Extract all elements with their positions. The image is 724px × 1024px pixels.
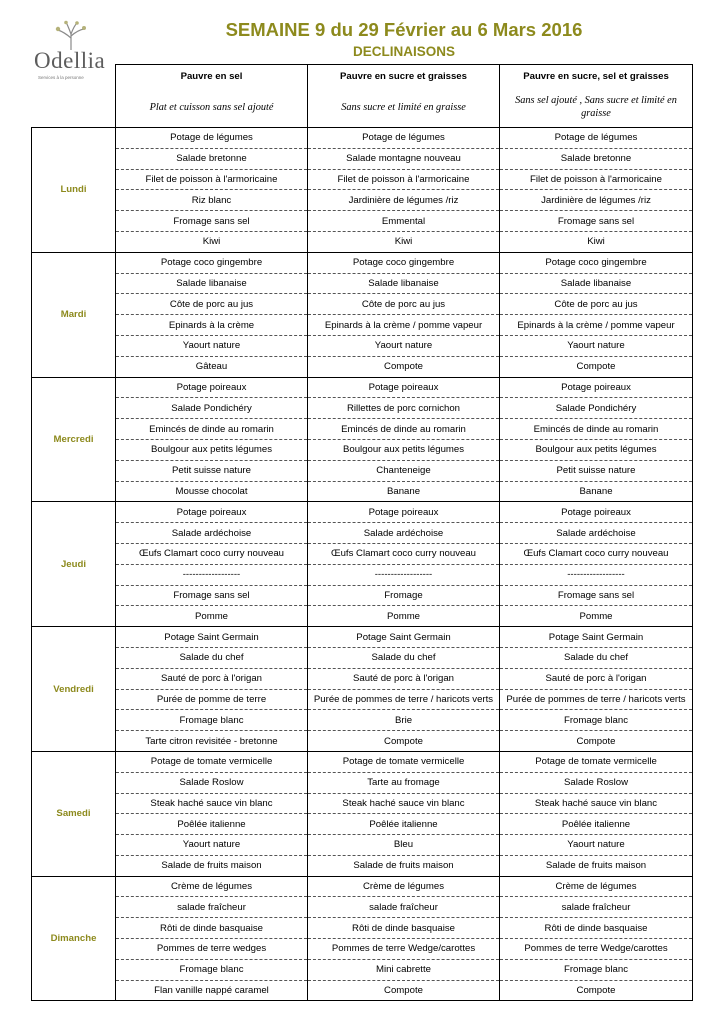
dish-row — [32, 148, 693, 169]
dish-row — [32, 377, 693, 398]
day-label: Mercredi — [32, 377, 116, 502]
dish-cell: Salade ardéchoise — [500, 523, 693, 544]
dish-row — [32, 689, 693, 710]
dish-cell: Potage Saint Germain — [500, 627, 693, 648]
dish-cell: Boulgour aux petits légumes — [308, 439, 500, 460]
dish-cell: Pommes de terre Wedge/carottes — [308, 939, 500, 960]
dish-cell: Filet de poisson à l'armoricaine — [308, 169, 500, 190]
dish-cell: Potage de tomate vermicelle — [500, 751, 693, 772]
dish-cell: Kiwi — [116, 231, 308, 252]
dish-cell: Compote — [308, 980, 500, 1001]
dish-cell: Salade de fruits maison — [116, 855, 308, 876]
dish-cell: ------------------ — [308, 564, 500, 585]
dish-cell: Salade du chef — [116, 647, 308, 668]
dish-cell: Rôti de dinde basquaise — [116, 918, 308, 939]
dish-cell: Salade Pondichéry — [500, 398, 693, 419]
dish-cell: Mini cabrette — [308, 959, 500, 980]
dish-row — [32, 710, 693, 731]
description-row — [32, 87, 693, 128]
dish-cell: Fromage blanc — [116, 710, 308, 731]
dish-row — [32, 335, 693, 356]
dish-cell: Jardinière de légumes /riz — [500, 190, 693, 211]
dish-cell: Sauté de porc à l'origan — [500, 668, 693, 689]
tree-icon — [46, 20, 96, 50]
dish-cell: Banane — [500, 481, 693, 502]
dish-row — [32, 627, 693, 648]
dish-cell: Epinards à la crème — [116, 315, 308, 336]
dish-cell: Yaourt nature — [308, 335, 500, 356]
dish-row — [32, 814, 693, 835]
dish-cell: Tarte au fromage — [308, 772, 500, 793]
dish-cell: Côte de porc au jus — [116, 294, 308, 315]
dish-cell: Yaourt nature — [500, 835, 693, 856]
dish-cell: Poêlée italienne — [116, 814, 308, 835]
dish-cell: Filet de poisson à l'armoricaine — [500, 169, 693, 190]
dish-cell: Chanteneige — [308, 460, 500, 481]
dish-cell: Compote — [500, 980, 693, 1001]
menu-body — [32, 128, 693, 1001]
menu-table — [31, 64, 693, 1001]
column-description: Plat et cuisson sans sel ajouté — [116, 87, 308, 128]
dish-row — [32, 918, 693, 939]
dish-cell: Purée de pommes de terre / haricots verts — [308, 689, 500, 710]
dish-cell: Potage de légumes — [308, 128, 500, 149]
header-row — [32, 65, 693, 88]
dish-cell: Bleu — [308, 835, 500, 856]
dish-cell: Emincés de dinde au romarin — [116, 419, 308, 440]
dish-row — [32, 772, 693, 793]
dish-row — [32, 169, 693, 190]
dish-cell: Fromage blanc — [116, 959, 308, 980]
dish-cell: Potage Saint Germain — [116, 627, 308, 648]
column-header: Pauvre en sel — [116, 65, 308, 88]
dish-row — [32, 959, 693, 980]
dish-cell: Banane — [308, 481, 500, 502]
dish-cell: Côte de porc au jus — [500, 294, 693, 315]
day-label: Jeudi — [32, 502, 116, 627]
dish-row — [32, 647, 693, 668]
dish-cell: Pommes de terre Wedge/carottes — [500, 939, 693, 960]
dish-cell: Pomme — [116, 606, 308, 627]
dish-row — [32, 315, 693, 336]
dish-cell: Emmental — [308, 211, 500, 232]
dish-cell: Compote — [308, 731, 500, 752]
dish-row — [32, 585, 693, 606]
page-title: SEMAINE 9 du 29 Février au 6 Mars 2016 — [225, 19, 583, 40]
dish-cell: Poêlée italienne — [308, 814, 500, 835]
dish-cell: Pomme — [500, 606, 693, 627]
dish-cell: Salade de fruits maison — [308, 855, 500, 876]
dish-cell: Potage poireaux — [116, 502, 308, 523]
dish-cell: Potage de légumes — [116, 128, 308, 149]
dish-cell: Jardinière de légumes /riz — [308, 190, 500, 211]
dish-cell: Potage Saint Germain — [308, 627, 500, 648]
dish-row — [32, 128, 693, 149]
day-label: Mardi — [32, 252, 116, 377]
dish-cell: Yaourt nature — [116, 835, 308, 856]
dish-cell: ------------------ — [116, 564, 308, 585]
dish-row — [32, 793, 693, 814]
dish-cell: Œufs Clamart coco curry nouveau — [500, 543, 693, 564]
column-header: Pauvre en sucre et graisses — [308, 65, 500, 88]
dish-cell: Rôti de dinde basquaise — [308, 918, 500, 939]
dish-cell: Crème de légumes — [500, 876, 693, 897]
dish-cell: Sauté de porc à l'origan — [116, 668, 308, 689]
dish-cell: Filet de poisson à l'armoricaine — [116, 169, 308, 190]
dish-cell: Pomme — [308, 606, 500, 627]
dish-cell: Côte de porc au jus — [308, 294, 500, 315]
dish-cell: Brie — [308, 710, 500, 731]
dish-cell: Fromage sans sel — [116, 585, 308, 606]
dish-cell: Fromage sans sel — [500, 211, 693, 232]
corner-cell — [32, 65, 116, 88]
dish-cell: Kiwi — [308, 231, 500, 252]
dish-cell: Steak haché sauce vin blanc — [500, 793, 693, 814]
dish-cell: Boulgour aux petits légumes — [500, 439, 693, 460]
dish-cell: Compote — [500, 356, 693, 377]
dish-cell: Mousse chocolat — [116, 481, 308, 502]
dish-row — [32, 939, 693, 960]
page-subtitle: DECLINAISONS — [352, 44, 455, 59]
dish-cell: Flan vanille nappé caramel — [116, 980, 308, 1001]
dish-cell: Œufs Clamart coco curry nouveau — [308, 543, 500, 564]
dish-cell: Potage de tomate vermicelle — [116, 751, 308, 772]
dish-row — [32, 980, 693, 1001]
dish-row — [32, 481, 693, 502]
dish-row — [32, 606, 693, 627]
dish-cell: Salade ardéchoise — [116, 523, 308, 544]
corner-cell — [32, 87, 116, 128]
dish-row — [32, 897, 693, 918]
dish-cell: Salade montagne nouveau — [308, 148, 500, 169]
dish-row — [32, 876, 693, 897]
dish-row — [32, 731, 693, 752]
logo-name: Odellia — [34, 48, 106, 73]
dish-row — [32, 398, 693, 419]
dish-row — [32, 460, 693, 481]
dish-cell: Riz blanc — [116, 190, 308, 211]
dish-row — [32, 294, 693, 315]
dish-cell: Potage coco gingembre — [500, 252, 693, 273]
dish-cell: Salade ardéchoise — [308, 523, 500, 544]
dish-cell: Salade Roslow — [116, 772, 308, 793]
dish-cell: Salade de fruits maison — [500, 855, 693, 876]
dish-row — [32, 252, 693, 273]
dish-cell: Boulgour aux petits légumes — [116, 439, 308, 460]
dish-cell: Compote — [308, 356, 500, 377]
day-label: Samedi — [32, 751, 116, 876]
dish-row — [32, 502, 693, 523]
dish-cell: Purée de pomme de terre — [116, 689, 308, 710]
dish-cell: Fromage blanc — [500, 959, 693, 980]
dish-cell: Fromage sans sel — [500, 585, 693, 606]
column-description: Sans sel ajouté , Sans sucre et limité en graisse — [500, 87, 693, 128]
dish-cell: Salade Roslow — [500, 772, 693, 793]
dish-cell: Rôti de dinde basquaise — [500, 918, 693, 939]
dish-row — [32, 231, 693, 252]
dish-cell: Salade libanaise — [500, 273, 693, 294]
dish-cell: Fromage — [308, 585, 500, 606]
dish-cell: Purée de pommes de terre / haricots verts — [500, 689, 693, 710]
dish-cell: Rillettes de porc cornichon — [308, 398, 500, 419]
dish-row — [32, 751, 693, 772]
dish-cell: Gâteau — [116, 356, 308, 377]
dish-cell: Œufs Clamart coco curry nouveau — [116, 543, 308, 564]
dish-cell: Salade du chef — [500, 647, 693, 668]
dish-row — [32, 211, 693, 232]
dish-cell: Potage coco gingembre — [116, 252, 308, 273]
logo-tagline: Services à la personne — [38, 75, 84, 80]
dish-cell: Kiwi — [500, 231, 693, 252]
dish-row — [32, 855, 693, 876]
dish-row — [32, 439, 693, 460]
dish-cell: Fromage blanc — [500, 710, 693, 731]
dish-row — [32, 543, 693, 564]
dish-cell: Potage poireaux — [308, 377, 500, 398]
dish-row — [32, 668, 693, 689]
day-label: Vendredi — [32, 627, 116, 752]
dish-cell: Potage poireaux — [500, 502, 693, 523]
dish-cell: Salade du chef — [308, 647, 500, 668]
dish-cell: Tarte citron revisitée - bretonne — [116, 731, 308, 752]
dish-cell: Crème de légumes — [308, 876, 500, 897]
dish-row — [32, 835, 693, 856]
dish-cell: ------------------ — [500, 564, 693, 585]
dish-cell: Sauté de porc à l'origan — [308, 668, 500, 689]
dish-cell: Steak haché sauce vin blanc — [308, 793, 500, 814]
dish-cell: Compote — [500, 731, 693, 752]
dish-cell: Salade bretonne — [116, 148, 308, 169]
dish-cell: Emincés de dinde au romarin — [500, 419, 693, 440]
dish-cell: Poêlée italienne — [500, 814, 693, 835]
dish-row — [32, 523, 693, 544]
dish-cell: Potage poireaux — [308, 502, 500, 523]
dish-cell: Yaourt nature — [500, 335, 693, 356]
dish-row — [32, 419, 693, 440]
dish-row — [32, 564, 693, 585]
dish-cell: Potage poireaux — [500, 377, 693, 398]
dish-cell: Salade Pondichéry — [116, 398, 308, 419]
dish-row — [32, 356, 693, 377]
column-description: Sans sucre et limité en graisse — [308, 87, 500, 128]
dish-cell: Potage de tomate vermicelle — [308, 751, 500, 772]
dish-cell: Epinards à la crème / pomme vapeur — [500, 315, 693, 336]
dish-cell: salade fraîcheur — [500, 897, 693, 918]
dish-cell: Salade bretonne — [500, 148, 693, 169]
dish-cell: Yaourt nature — [116, 335, 308, 356]
dish-row — [32, 190, 693, 211]
dish-cell: Petit suisse nature — [500, 460, 693, 481]
day-label: Dimanche — [32, 876, 116, 1001]
dish-cell: Epinards à la crème / pomme vapeur — [308, 315, 500, 336]
dish-cell: Potage de légumes — [500, 128, 693, 149]
dish-cell: Potage coco gingembre — [308, 252, 500, 273]
dish-cell: Crème de légumes — [116, 876, 308, 897]
dish-cell: Salade libanaise — [308, 273, 500, 294]
dish-cell: Pommes de terre wedges — [116, 939, 308, 960]
dish-cell: Fromage sans sel — [116, 211, 308, 232]
day-label: Lundi — [32, 128, 116, 253]
dish-cell: Emincés de dinde au romarin — [308, 419, 500, 440]
dish-row — [32, 273, 693, 294]
column-header: Pauvre en sucre, sel et graisses — [500, 65, 693, 88]
dish-cell: salade fraîcheur — [308, 897, 500, 918]
dish-cell: Steak haché sauce vin blanc — [116, 793, 308, 814]
dish-cell: Salade libanaise — [116, 273, 308, 294]
dish-cell: salade fraîcheur — [116, 897, 308, 918]
dish-cell: Petit suisse nature — [116, 460, 308, 481]
dish-cell: Potage poireaux — [116, 377, 308, 398]
